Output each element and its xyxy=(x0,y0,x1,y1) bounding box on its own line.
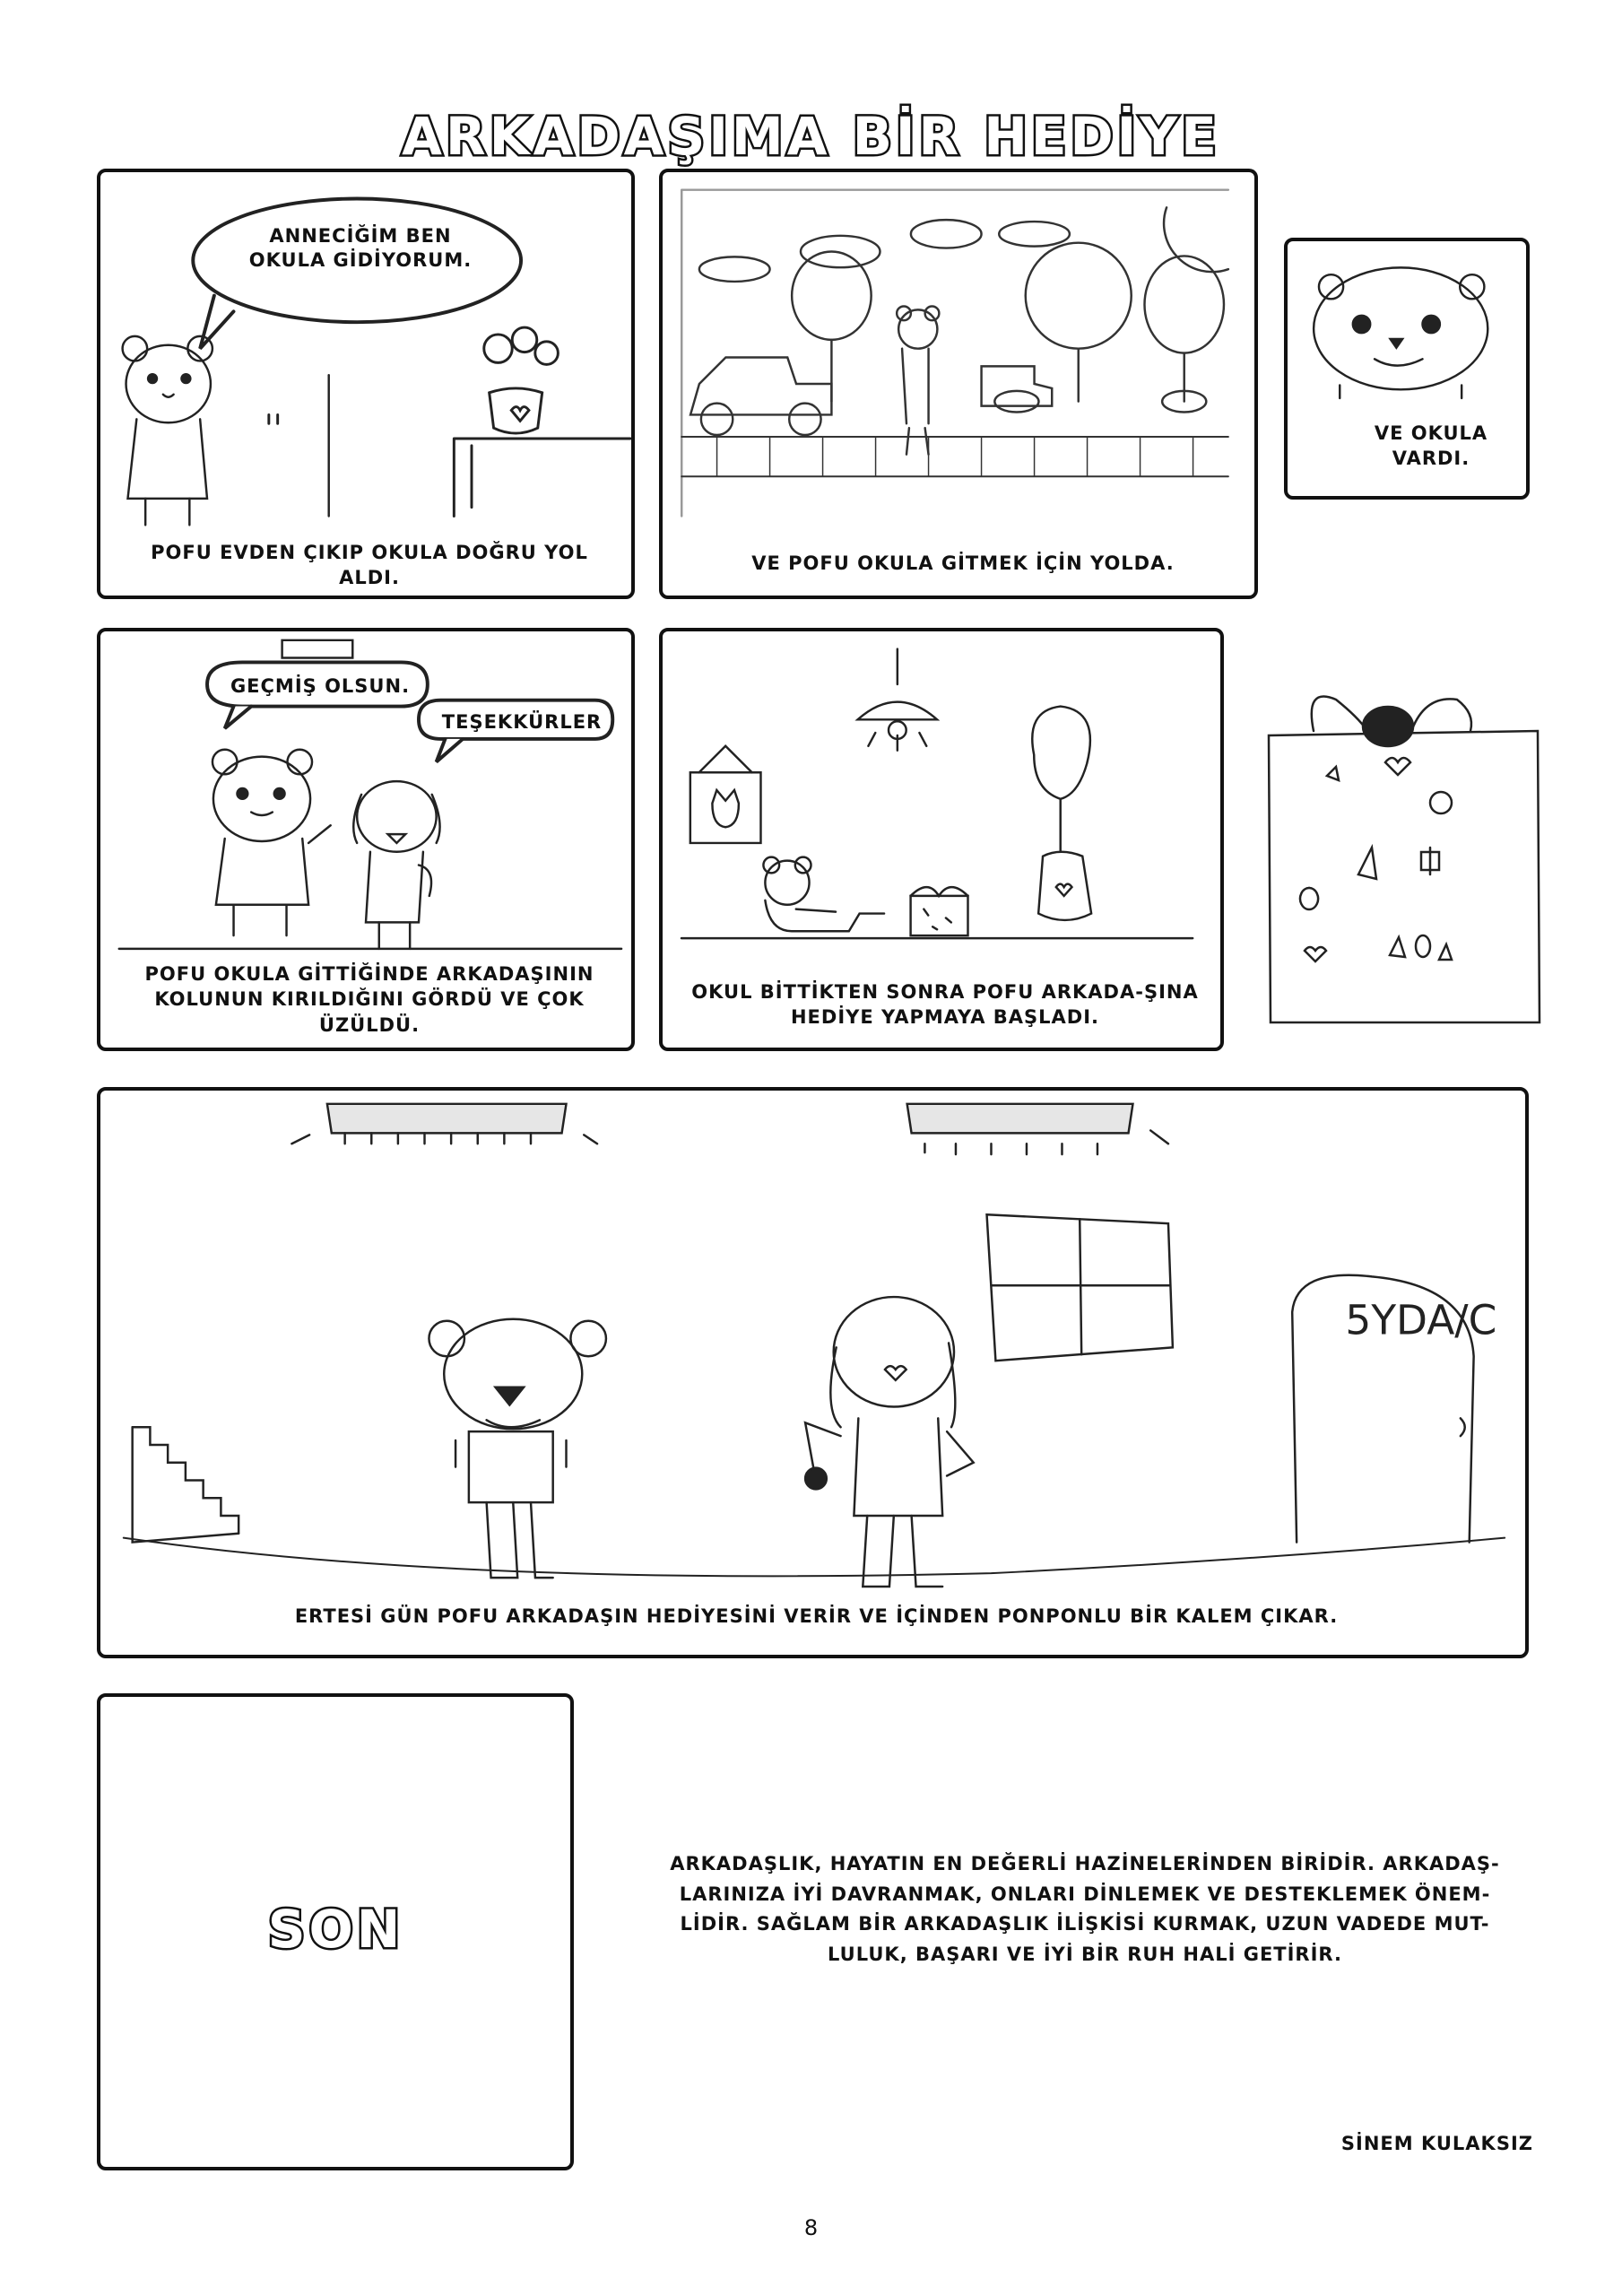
caption-5: OKUL BİTTİKTEN SONRA POFU ARKADA-ŞINA HEDİYE YAPMAYA BAŞLADI. xyxy=(691,981,1199,1029)
the-end-label: SON xyxy=(267,1899,404,1960)
gift-box-icon xyxy=(911,887,968,935)
panel-7-drawing xyxy=(100,1091,1525,1655)
friend-with-pencil xyxy=(805,1297,974,1587)
panel-1 xyxy=(97,169,635,599)
speech-bubble-tesekkurler: TEŞEKKÜRLER xyxy=(441,711,603,733)
sun-icon xyxy=(1164,207,1228,272)
author-name: SİNEM KULAKSIZ xyxy=(1340,2133,1533,2154)
comic-title: ARKADAŞIMA BİR HEDİYE xyxy=(402,106,1220,167)
panel-5 xyxy=(659,628,1224,1051)
pofu-walking xyxy=(897,306,939,454)
classroom-window xyxy=(987,1214,1173,1361)
panel-3 xyxy=(1284,238,1530,500)
caption-2: VE POFU OKULA GİTMEK İÇİN YOLDA. xyxy=(751,552,1175,574)
pofu-bear xyxy=(213,750,331,935)
caption-1: POFU EVDEN ÇIKIP OKULA DOĞRU YOL ALDI. xyxy=(151,542,588,589)
flower-vase xyxy=(484,327,559,433)
speech-bubble-1: ANNECİĞİM BEN OKULA GİDİYORUM. xyxy=(248,225,473,272)
pofu-bear xyxy=(123,336,213,525)
moral-paragraph: ARKADAŞLIK, HAYATIN EN DEĞERLİ HAZİNELERİNDEN BİRİDİR. ARKADAŞ-LARINIZA İYİ DAVRANMAK, ONLARI DİNLEMEK VE DESTEKLEMEK ÖNEM-LİDİR. SAĞLAM BİR ARKADAŞLIK İLİŞKİSİ KURMAK, UZUN VADEDE MUT-LULUK, BAŞARI VE İYİ BİR RUH HALİ GETİRİR. xyxy=(670,1853,1500,1965)
ceiling-lamp-left xyxy=(291,1104,597,1144)
injured-friend xyxy=(353,781,439,949)
cat-picture-frame xyxy=(690,746,761,843)
car-drawing xyxy=(690,358,831,436)
panel-4 xyxy=(97,628,635,1051)
speech-bubble-gecmis: GEÇMİŞ OLSUN. xyxy=(230,675,411,697)
pofu-crafting xyxy=(763,857,884,932)
panel-8 xyxy=(97,1693,574,2170)
ceiling-lamp-icon xyxy=(858,649,937,751)
panel-6-gift-drawing xyxy=(1251,668,1556,1027)
ceiling-lamp-right xyxy=(907,1104,1168,1154)
caption-7: ERTESİ GÜN POFU ARKADAŞIN HEDİYESİNİ VERİR VE İÇİNDEN PONPONLU BİR KALEM ÇIKAR. xyxy=(294,1605,1339,1627)
panel-7 xyxy=(97,1087,1529,1658)
caption-3: VE OKULA VARDI. xyxy=(1374,422,1488,470)
page-number: 8 xyxy=(803,2215,819,2240)
panel-2 xyxy=(659,169,1258,599)
stairs xyxy=(133,1427,239,1542)
caption-4: POFU OKULA GİTTİĞİNDE ARKADAŞININ KOLUNUN KIRILDIĞINI GÖRDÜ VE ÇOK ÜZÜLDÜ. xyxy=(144,963,594,1036)
door-sign: 5YDA/C xyxy=(1345,1296,1497,1344)
plant-vase xyxy=(1032,707,1091,920)
panel-2-drawing xyxy=(663,172,1254,596)
pofu-bear-giving xyxy=(429,1319,605,1578)
